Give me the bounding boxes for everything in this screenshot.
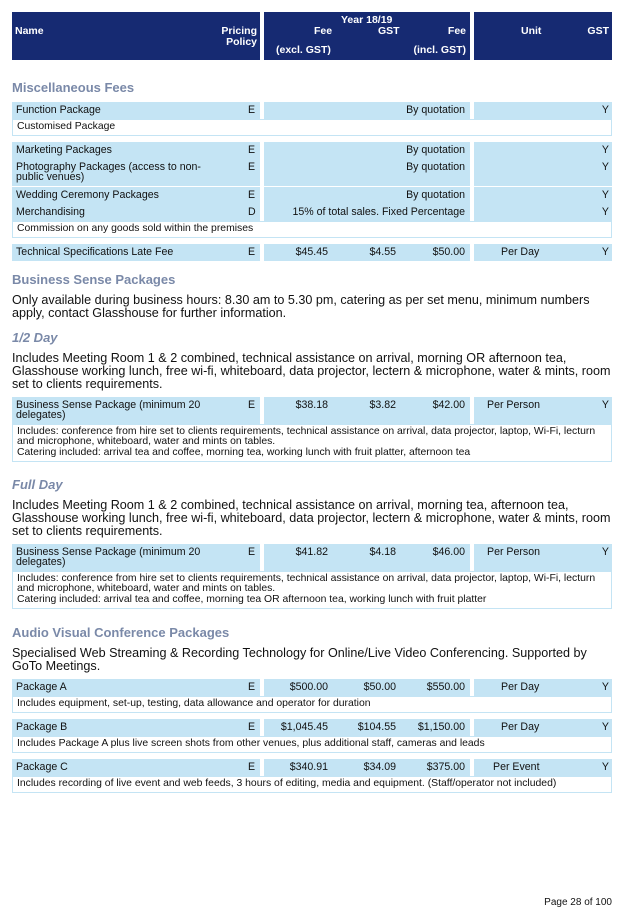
section-description: Specialised Web Streaming & Recording Technology for Online/Live Video Conferencing. Supported by GoTo Meetings.: [12, 646, 587, 673]
row-name: Package B: [16, 721, 68, 733]
row-policy: E: [248, 189, 256, 201]
table-row: [12, 544, 612, 571]
row-policy: E: [248, 681, 256, 693]
table-row: [12, 159, 612, 186]
section-title-business: Business Sense Packages: [12, 272, 176, 287]
row-gst: Y: [601, 399, 609, 411]
header-excl-gst: (excl. GST): [276, 44, 331, 56]
row-gst: Y: [601, 206, 609, 218]
row-note-line: Includes: conference from hire set to clients requirements, technical assistance on arrival, data projector, laptop, Wi-Fi, lecturn: [17, 426, 596, 437]
row-note: [12, 424, 612, 462]
row-fee-excl: $45.45: [295, 246, 328, 258]
row-policy: E: [248, 721, 256, 733]
section-title-misc: Miscellaneous Fees: [12, 80, 135, 95]
row-name: Technical Specifications Late Fee: [16, 246, 174, 258]
row-fee-incl: $42.00: [432, 399, 465, 411]
table-row: [12, 719, 612, 736]
row-fee-excl: $340.91: [289, 761, 328, 773]
header-unit: Unit: [521, 25, 542, 37]
row-note: Includes equipment, set-up, testing, data allowance and operator for duration: [12, 696, 612, 713]
row-gst-amount: $4.55: [369, 246, 396, 258]
row-name: Function Package: [16, 104, 101, 116]
page-number: Page 28 of 100: [544, 897, 612, 908]
row-note-line: Includes: conference from hire set to clients requirements, technical assistance on arrival, data projector, laptop, Wi-Fi, lecturn: [17, 573, 596, 584]
row-note-line: Catering included: arrival tea and coffee, morning tea OR afternoon tea, working lunch with fruit platter: [17, 594, 487, 605]
row-gst: Y: [601, 144, 609, 156]
section-title-av: Audio Visual Conference Packages: [12, 625, 230, 640]
row-fee: By quotation: [406, 144, 465, 156]
header-gst-amount: GST: [378, 25, 400, 37]
section-description: Only available during business hours: 8.30 am to 5.30 pm, catering as per set menu, minimum numbers apply, contact Glasshouse for further information.: [12, 293, 590, 320]
row-note: Includes Package A plus live screen shots from other venues, plus additional staff, cameras and leads: [12, 736, 612, 753]
subsection-description: Includes Meeting Room 1 & 2 combined, technical assistance on arrival, morning tea, afternoon tea, Glasshouse working lunch, free wi-fi, whiteboard, data projector, lectern & microphone, water & mints, room set to clients requirements.: [12, 498, 611, 538]
row-name: Photography Packages (access to non-: [16, 161, 201, 173]
row-fee-incl: $50.00: [432, 246, 465, 258]
row-note: Commission on any goods sold within the premises: [12, 221, 612, 238]
row-name: Wedding Ceremony Packages: [16, 189, 159, 201]
table-row: [12, 142, 612, 159]
row-note: Customised Package: [12, 119, 612, 136]
row-gst-amount: $50.00: [363, 681, 396, 693]
row-gst: Y: [601, 681, 609, 693]
row-fee-excl: $1,045.45: [280, 721, 328, 733]
row-fee-incl: $1,150.00: [417, 721, 465, 733]
fee-schedule-page: [12, 12, 612, 789]
row-gst: Y: [601, 546, 609, 558]
header-policy: Policy: [226, 36, 257, 48]
header-year: Year 18/19: [341, 14, 393, 26]
header-pricing: Pricing: [221, 25, 257, 37]
row-unit: Per Day: [501, 721, 540, 733]
header-name: Name: [15, 25, 44, 37]
row-note-line: and microphone, whiteboard, water and mints on tables.: [17, 436, 276, 447]
header-gst: GST: [587, 25, 609, 37]
row-policy: E: [248, 246, 256, 258]
row-policy: E: [248, 161, 256, 173]
table-row: [12, 244, 612, 261]
row-policy: E: [248, 761, 256, 773]
row-gst: Y: [601, 189, 609, 201]
header-fee-excl: Fee: [314, 25, 333, 37]
row-gst-amount: $104.55: [357, 721, 396, 733]
header-fee-block: [264, 12, 470, 60]
row-note: [12, 571, 612, 609]
row-fee: By quotation: [406, 189, 465, 201]
table-row: [12, 187, 612, 204]
row-name: Business Sense Package (minimum 20: [16, 399, 201, 411]
row-fee-incl: $375.00: [426, 761, 465, 773]
row-policy: E: [248, 399, 256, 411]
row-note-line: Catering included: arrival tea and coffee, morning tea, working lunch with fruit platter, afternoon tea: [17, 447, 471, 458]
row-gst: Y: [601, 104, 609, 116]
row-name-line2: delegates): [16, 556, 66, 568]
header-unit-block: [474, 12, 612, 60]
row-name: Business Sense Package (minimum 20: [16, 546, 201, 558]
row-policy: D: [248, 206, 256, 218]
row-fee: 15% of total sales. Fixed Percentage: [292, 206, 465, 218]
subsection-title-full-day: Full Day: [12, 477, 63, 492]
header-incl-gst: (incl. GST): [413, 44, 466, 56]
row-fee-excl: $38.18: [295, 399, 328, 411]
row-note: Includes recording of live event and web feeds, 3 hours of editing, media and equipment. (Staff/operator not included): [12, 776, 612, 793]
row-unit: Per Event: [493, 761, 540, 773]
row-gst: Y: [601, 761, 609, 773]
row-name: Package A: [16, 681, 67, 693]
row-gst: Y: [601, 721, 609, 733]
row-gst-amount: $4.18: [369, 546, 396, 558]
row-name: Package C: [16, 761, 68, 773]
row-unit: Per Person: [487, 399, 540, 411]
row-unit: Per Day: [501, 681, 540, 693]
subsection-description: Includes Meeting Room 1 & 2 combined, technical assistance on arrival, morning OR afternoon tea, Glasshouse working lunch, free wi-fi, whiteboard, data projector, lectern & microphone, water & mints, room set to clients requirements.: [12, 351, 611, 391]
row-policy: E: [248, 144, 256, 156]
table-row: [12, 397, 612, 424]
row-name: Merchandising: [16, 206, 85, 218]
row-fee-incl: $550.00: [426, 681, 465, 693]
table-row: [12, 204, 612, 221]
header-fee-incl: Fee: [447, 25, 466, 37]
row-policy: E: [248, 104, 256, 116]
row-gst-amount: $34.09: [363, 761, 396, 773]
row-fee-excl: $500.00: [289, 681, 328, 693]
row-unit: Per Person: [487, 546, 540, 558]
row-fee: By quotation: [406, 104, 465, 116]
row-unit: Per Day: [501, 246, 540, 258]
row-policy: E: [248, 546, 256, 558]
row-gst-amount: $3.82: [369, 399, 396, 411]
row-name-line2: delegates): [16, 409, 66, 421]
subsection-title-half-day: 1/2 Day: [12, 330, 58, 345]
row-fee-excl: $41.82: [295, 546, 328, 558]
row-fee-incl: $46.00: [432, 546, 465, 558]
row-note-line: and microphone, whiteboard, water and mints on tables.: [17, 583, 276, 594]
table-row: [12, 759, 612, 776]
row-fee: By quotation: [406, 161, 465, 173]
header-name-block: [12, 12, 260, 60]
table-row: [12, 102, 612, 119]
table-header: [12, 12, 612, 60]
table-row: [12, 679, 612, 696]
row-gst: Y: [601, 246, 609, 258]
row-name: Marketing Packages: [16, 144, 112, 156]
row-name-line2: public venues): [16, 171, 85, 183]
row-gst: Y: [601, 161, 609, 173]
